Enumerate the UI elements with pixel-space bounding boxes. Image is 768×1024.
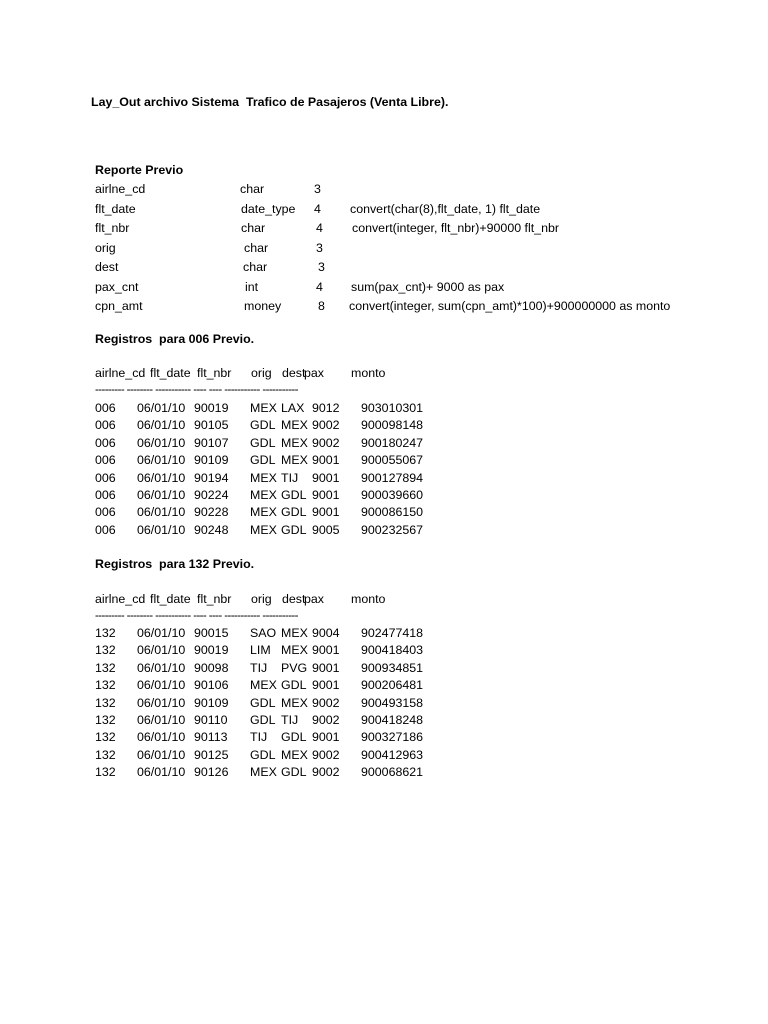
- table-cell: 132: [95, 747, 116, 762]
- table-cell: 9002: [312, 435, 340, 450]
- table-cell: 9001: [312, 643, 340, 658]
- table-cell: MEX: [281, 453, 308, 468]
- table-cell: 90019: [194, 643, 229, 658]
- table-cell: 90019: [194, 401, 229, 415]
- table-cell: 006: [95, 522, 116, 537]
- table-cell: 06/01/10: [137, 626, 186, 640]
- table-cell: 9002: [312, 713, 340, 727]
- table-cell: GDL: [281, 678, 307, 693]
- table-cell: 90125: [194, 747, 229, 762]
- field-expression: convert(char(8),flt_date, 1) flt_date: [350, 202, 541, 216]
- table-cell: 9001: [312, 660, 340, 675]
- field-size: 4: [316, 221, 323, 235]
- table-cell: 06/01/10: [137, 643, 186, 658]
- field-type: char: [244, 241, 269, 255]
- field-name: pax_cnt: [95, 280, 139, 294]
- column-header: airlne_cd: [95, 366, 146, 380]
- column-header: monto: [351, 592, 386, 606]
- field-size: 4: [316, 280, 323, 294]
- table-cell: 900055067: [361, 453, 424, 468]
- table-cell: 06/01/10: [137, 730, 186, 745]
- table-cell: 06/01/10: [137, 765, 186, 780]
- table-cell: 9002: [312, 695, 340, 710]
- table-cell: 06/01/10: [137, 747, 186, 762]
- table-cell: 132: [95, 713, 116, 727]
- table-cell: 06/01/10: [137, 678, 186, 693]
- field-type: char: [241, 221, 266, 235]
- column-header: orig: [251, 366, 272, 380]
- table-cell: TIJ: [250, 730, 268, 745]
- table-cell: 90098: [194, 660, 229, 675]
- table-cell: 9002: [312, 765, 340, 780]
- table-cell: 900039660: [361, 488, 424, 502]
- table-cell: 9002: [312, 747, 340, 762]
- table-cell: 9001: [312, 453, 340, 468]
- column-header: monto: [351, 366, 386, 380]
- field-size: 4: [314, 202, 321, 216]
- field-type: int: [245, 280, 259, 294]
- table-cell: 903010301: [361, 401, 424, 415]
- table-cell: 9012: [312, 401, 340, 415]
- separator-line: --------- -------- ----------- ---- ---- ----------- -----------: [95, 610, 298, 622]
- column-header: orig: [251, 592, 272, 606]
- field-name: orig: [95, 241, 116, 255]
- table-cell: GDL: [250, 435, 276, 450]
- table-cell: GDL: [250, 747, 276, 762]
- table-cell: 90107: [194, 435, 229, 450]
- table-cell: TIJ: [250, 660, 268, 675]
- field-type: char: [240, 182, 265, 196]
- table-cell: 06/01/10: [137, 660, 186, 675]
- field-type: date_type: [241, 202, 296, 216]
- table-cell: 900068621: [361, 765, 424, 780]
- field-size: 3: [318, 260, 325, 274]
- table-cell: 132: [95, 678, 116, 693]
- column-header: pax: [304, 592, 324, 606]
- table-cell: MEX: [250, 401, 277, 415]
- table-cell: GDL: [250, 453, 276, 468]
- table-cell: 900206481: [361, 678, 424, 693]
- table-cell: 9001: [312, 505, 340, 520]
- table-cell: 132: [95, 765, 116, 780]
- table-cell: MEX: [281, 643, 308, 658]
- table-cell: MEX: [281, 435, 308, 450]
- table-cell: 900327186: [361, 730, 424, 745]
- table-cell: 900934851: [361, 660, 424, 675]
- table-cell: PVG: [281, 660, 308, 675]
- table-cell: 9001: [312, 730, 340, 745]
- field-size: 3: [316, 241, 323, 255]
- table-cell: 902477418: [361, 626, 424, 640]
- field-size: 8: [318, 299, 325, 313]
- separator-line: --------- -------- ----------- ---- ---- ----------- -----------: [95, 384, 298, 396]
- table-cell: 90105: [194, 418, 229, 433]
- table-cell: 06/01/10: [137, 418, 186, 433]
- table-cell: 900086150: [361, 505, 424, 520]
- table-cell: 06/01/10: [137, 522, 186, 537]
- field-type: char: [243, 260, 268, 274]
- column-header: flt_date: [150, 366, 191, 380]
- table-cell: 900493158: [361, 695, 424, 710]
- field-expression: convert(integer, flt_nbr)+90000 flt_nbr: [352, 221, 559, 235]
- table-cell: MEX: [281, 747, 308, 762]
- table-cell: MEX: [250, 470, 277, 485]
- field-expression: sum(pax_cnt)+ 9000 as pax: [351, 280, 505, 294]
- table-cell: 132: [95, 695, 116, 710]
- table-cell: 90228: [194, 505, 229, 520]
- table-cell: 06/01/10: [137, 453, 186, 468]
- table-cell: 06/01/10: [137, 505, 186, 520]
- table-cell: MEX: [281, 626, 308, 640]
- table-cell: 9002: [312, 418, 340, 433]
- table-cell: 06/01/10: [137, 435, 186, 450]
- table-cell: 90194: [194, 470, 229, 485]
- table-cell: LIM: [250, 643, 271, 658]
- table-cell: 006: [95, 435, 116, 450]
- table-cell: 9001: [312, 678, 340, 693]
- column-header: flt_nbr: [197, 592, 232, 606]
- column-header: flt_date: [150, 592, 191, 606]
- table-cell: 06/01/10: [137, 470, 186, 485]
- section-heading: Registros para 132 Previo.: [95, 557, 255, 571]
- table-cell: 90015: [194, 626, 229, 640]
- table-cell: 90113: [194, 730, 228, 745]
- table-cell: GDL: [281, 505, 307, 520]
- table-cell: GDL: [250, 695, 276, 710]
- document-title: Lay_Out archivo Sistema Trafico de Pasajeros (Venta Libre).: [91, 95, 449, 109]
- field-name: flt_date: [95, 202, 136, 216]
- table-cell: 132: [95, 643, 116, 658]
- table-cell: GDL: [281, 765, 307, 780]
- field-type: money: [244, 299, 282, 313]
- table-cell: 06/01/10: [137, 713, 186, 727]
- table-cell: 06/01/10: [137, 488, 186, 502]
- field-name: cpn_amt: [95, 299, 143, 313]
- column-header: pax: [304, 366, 324, 380]
- table-cell: 9004: [312, 626, 340, 640]
- table-cell: 06/01/10: [137, 695, 186, 710]
- table-cell: 90248: [194, 522, 229, 537]
- table-cell: 132: [95, 660, 116, 675]
- table-cell: MEX: [281, 418, 308, 433]
- table-cell: 132: [95, 626, 116, 640]
- field-name: flt_nbr: [95, 221, 130, 235]
- table-cell: 132: [95, 730, 116, 745]
- field-size: 3: [314, 182, 321, 196]
- table-cell: 9001: [312, 488, 340, 502]
- table-cell: 9005: [312, 522, 340, 537]
- table-cell: 900098148: [361, 418, 424, 433]
- table-cell: 900418403: [361, 643, 424, 658]
- table-cell: LAX: [281, 401, 305, 415]
- column-header: flt_nbr: [197, 366, 232, 380]
- table-cell: 90106: [194, 678, 229, 693]
- table-cell: 900232567: [361, 522, 424, 537]
- table-cell: GDL: [250, 713, 276, 727]
- table-cell: 90109: [194, 695, 229, 710]
- table-cell: 006: [95, 418, 116, 433]
- table-cell: SAO: [250, 626, 277, 640]
- table-cell: 06/01/10: [137, 401, 186, 415]
- table-cell: MEX: [250, 522, 277, 537]
- table-cell: 006: [95, 505, 116, 520]
- column-header: dest: [282, 592, 306, 606]
- table-cell: 900127894: [361, 470, 424, 485]
- table-cell: 90224: [194, 488, 229, 502]
- table-cell: 900418248: [361, 713, 424, 727]
- field-name: dest: [95, 260, 119, 274]
- table-cell: 9001: [312, 470, 340, 485]
- table-cell: 90109: [194, 453, 229, 468]
- table-cell: MEX: [281, 695, 308, 710]
- table-cell: MEX: [250, 765, 277, 780]
- column-header: airlne_cd: [95, 592, 146, 606]
- table-cell: TIJ: [281, 713, 299, 727]
- table-cell: GDL: [281, 522, 307, 537]
- table-cell: GDL: [281, 730, 307, 745]
- field-expression: convert(integer, sum(cpn_amt)*100)+900000000 as monto: [349, 299, 671, 313]
- table-cell: 900412963: [361, 747, 424, 762]
- column-header: dest: [282, 366, 306, 380]
- table-cell: 006: [95, 488, 116, 502]
- table-cell: 90126: [194, 765, 229, 780]
- table-cell: 006: [95, 453, 116, 468]
- table-cell: GDL: [250, 418, 276, 433]
- table-cell: MEX: [250, 505, 277, 520]
- table-cell: 006: [95, 470, 116, 485]
- table-cell: 006: [95, 401, 116, 415]
- section-heading: Registros para 006 Previo.: [95, 332, 255, 346]
- table-cell: 90110: [194, 713, 228, 727]
- table-cell: MEX: [250, 678, 277, 693]
- field-name: airlne_cd: [95, 182, 146, 196]
- table-cell: 900180247: [361, 435, 424, 450]
- layout-heading: Reporte Previo: [95, 163, 184, 177]
- table-cell: TIJ: [281, 470, 299, 485]
- table-cell: MEX: [250, 488, 277, 502]
- table-cell: GDL: [281, 488, 307, 502]
